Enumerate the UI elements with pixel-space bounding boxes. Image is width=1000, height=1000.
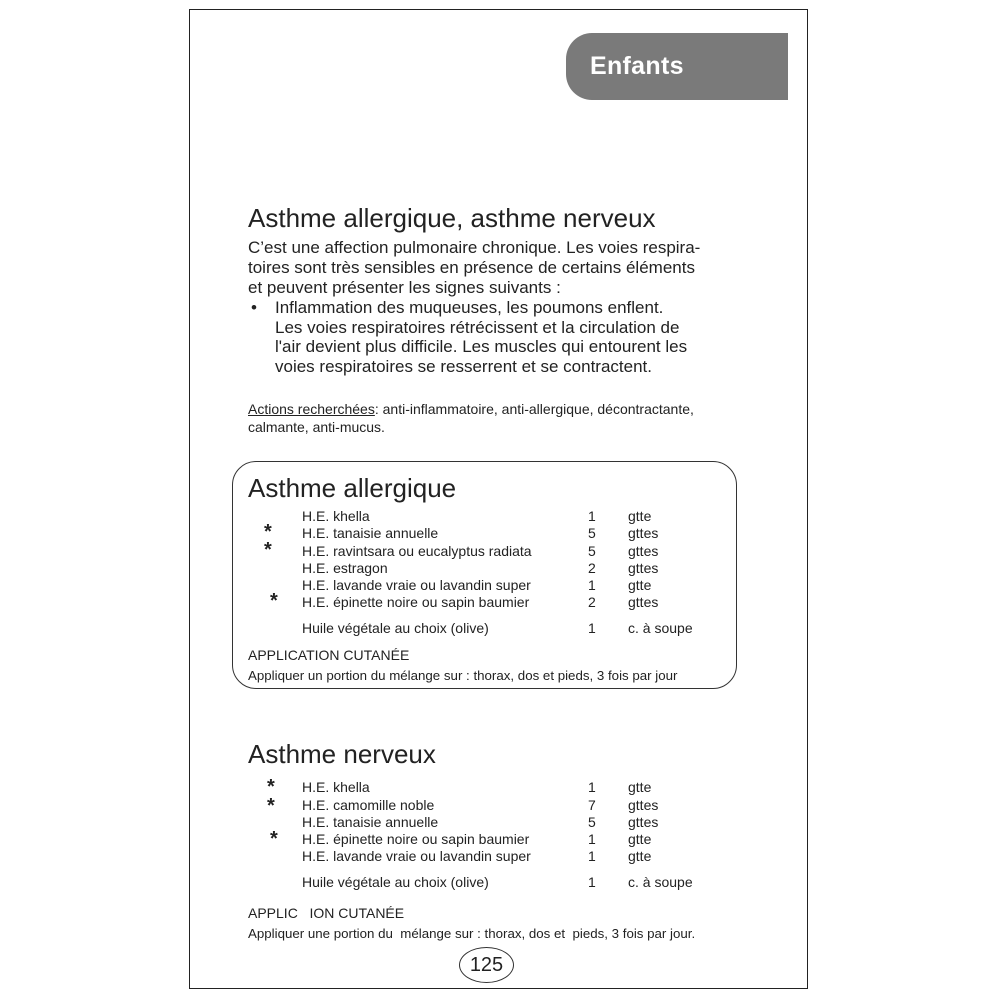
actions-text-1: : anti-inflammatoire, anti-allergique, décontractante, (374, 401, 694, 417)
ingredient-unit: c. à soupe (628, 620, 693, 636)
ingredient-unit: gttes (628, 797, 659, 813)
allergique-title: Asthme allergique (248, 473, 457, 503)
ingredient-unit: gtte (628, 508, 652, 524)
ingredient-name: H.E. camomille noble (302, 797, 435, 813)
ingredient-name: H.E. estragon (302, 560, 388, 576)
allergique-star: * (264, 539, 272, 561)
ingredient-unit: gttes (628, 594, 659, 610)
intro-line-2: toires sont très sensibles en présence de certains éléments (248, 258, 695, 277)
ingredient-name: H.E. ravintsara ou eucalyptus radiata (302, 543, 532, 559)
intro-line-1: C’est une affection pulmonaire chronique. Les voies respira- (248, 238, 701, 257)
ingredient-name: H.E. khella (302, 779, 370, 795)
nerveux-star: * (267, 795, 275, 817)
ingredient-name: Huile végétale au choix (olive) (302, 874, 489, 890)
ingredient-name: H.E. khella (302, 508, 370, 524)
nerveux-application-title: APPLIC ION CUTANÉE (248, 905, 405, 921)
ingredient-name: H.E. tanaisie annuelle (302, 814, 439, 830)
ingredient-unit: gttes (628, 560, 659, 576)
page-number: 125 (459, 947, 514, 983)
bullet-line-4: voies respiratoires se resserrent et se contractent. (275, 357, 652, 376)
bullet-line-1: Inflammation des muqueuses, les poumons enflent. (275, 298, 664, 317)
ingredient-unit: gtte (628, 831, 652, 847)
ingredient-qty: 1 (588, 508, 596, 524)
bullet-line-2: Les voies respiratoires rétrécissent et la circulation de (275, 318, 680, 337)
ingredient-qty: 1 (588, 779, 596, 795)
ingredient-name: H.E. épinette noire ou sapin baumier (302, 831, 530, 847)
ingredient-name: H.E. épinette noire ou sapin baumier (302, 594, 530, 610)
ingredient-qty: 1 (588, 831, 596, 847)
nerveux-title: Asthme nerveux (248, 739, 436, 769)
ingredient-unit: c. à soupe (628, 874, 693, 890)
bullet-line-3: l'air devient plus difficile. Les muscles qui entourent les (275, 337, 688, 356)
allergique-application-text: Appliquer un portion du mélange sur : thorax, dos et pieds, 3 fois par jour (248, 668, 678, 683)
ingredient-unit: gttes (628, 543, 659, 559)
page-title: Asthme allergique, asthme nerveux (248, 203, 656, 233)
ingredient-qty: 1 (588, 874, 596, 890)
ingredient-qty: 5 (588, 543, 596, 559)
ingredient-unit: gtte (628, 779, 652, 795)
ingredient-qty: 2 (588, 560, 596, 576)
ingredient-name: H.E. lavande vraie ou lavandin super (302, 577, 531, 593)
allergique-star: * (264, 521, 272, 543)
allergique-star: * (270, 590, 278, 612)
actions-line-1 (248, 401, 694, 417)
ingredient-unit: gtte (628, 848, 652, 864)
allergique-application-title: APPLICATION CUTANÉE (248, 647, 410, 663)
ingredient-qty: 5 (588, 525, 596, 541)
nerveux-application-text: Appliquer une portion du mélange sur : thorax, dos et pieds, 3 fois par jour. (248, 926, 696, 941)
ingredient-name: Huile végétale au choix (olive) (302, 620, 489, 636)
ingredient-qty: 5 (588, 814, 596, 830)
ingredient-qty: 1 (588, 848, 596, 864)
ingredient-unit: gttes (628, 525, 659, 541)
nerveux-star: * (267, 776, 275, 798)
ingredient-qty: 1 (588, 577, 596, 593)
ingredient-name: H.E. tanaisie annuelle (302, 525, 439, 541)
ingredient-qty: 1 (588, 620, 596, 636)
bullet-mark: • (251, 298, 257, 317)
ingredient-unit: gttes (628, 814, 659, 830)
actions-label: Actions recherchées (248, 401, 375, 417)
section-tab-label: Enfants (590, 52, 684, 80)
ingredient-unit: gtte (628, 577, 652, 593)
ingredient-qty: 2 (588, 594, 596, 610)
intro-line-3: et peuvent présenter les signes suivants : (248, 278, 561, 297)
actions-line-2: calmante, anti-mucus. (248, 419, 385, 435)
nerveux-star: * (270, 828, 278, 850)
ingredient-name: H.E. lavande vraie ou lavandin super (302, 848, 531, 864)
ingredient-qty: 7 (588, 797, 596, 813)
